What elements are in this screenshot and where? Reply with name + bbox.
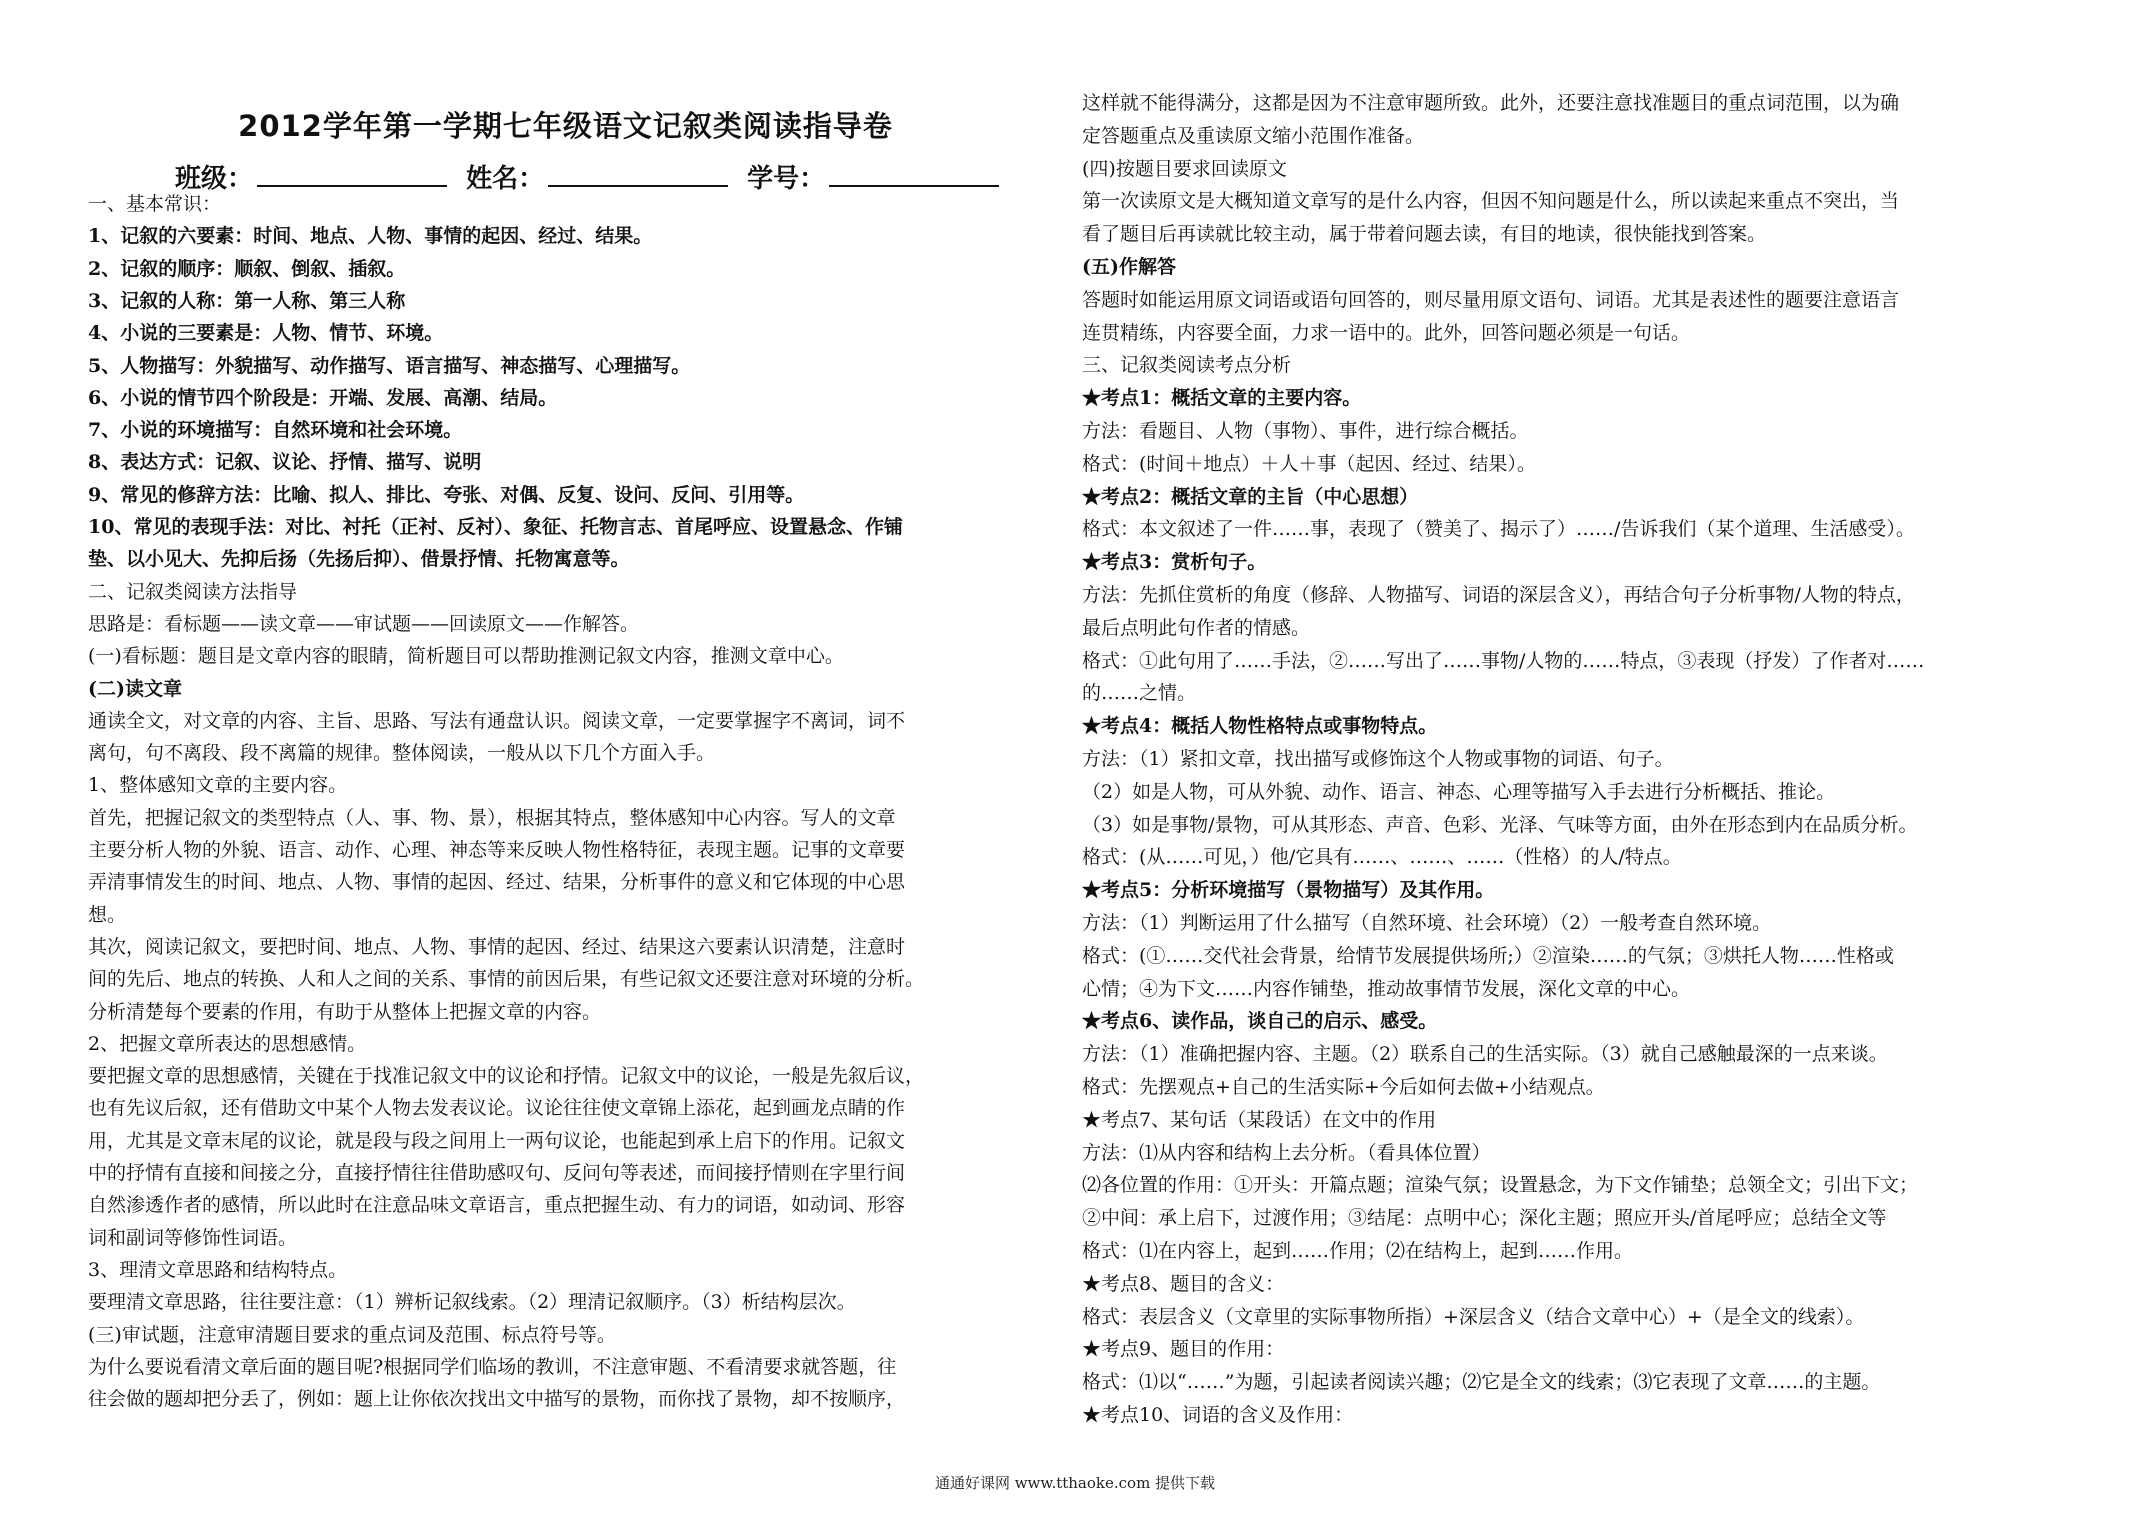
text-line: 格式：(①……交代社会背景，给情节发展提供场所;）②渲染……的气氛；③烘托人物……性格或	[1082, 944, 1894, 967]
text-line: 格式：⑴在内容上，起到……作用；⑵在结构上，起到……作用。	[1082, 1240, 1634, 1262]
text-line: 格式：(从……可见，）他/它具有……、……、……（性格）的人/特点。	[1082, 846, 1682, 869]
text-line: 自然渗透作者的感情，所以此时在注意品味文章语言，重点把握生动、有力的词语，如动词、形容	[88, 1194, 906, 1217]
text-line: 间的先后、地点的转换、人和人之间的关系、事情的前因后果，有些记叙文还要注意对环境的分析。	[88, 968, 925, 991]
text-line: 也有先议后叙，还有借助文中某个人物去发表议论。议论往往使文章锦上添花，起到画龙点睛的作	[88, 1097, 906, 1120]
text-line: 2、记叙的顺序：顺叙、倒叙、插叙。	[88, 257, 406, 280]
id-blank[interactable]	[829, 161, 999, 187]
text-line: 要理清文章思路，往往要注意：（1）辨析记叙线索。（2）理清记叙顺序。（3）析结构层次。	[88, 1291, 856, 1314]
text-line: 思路是：看标题——读文章——审试题——回读原文——作解答。	[88, 612, 640, 635]
text-line: 格式：表层含义（文章里的实际事物所指）+深层含义（结合文章中心）+（是全文的线索）。	[1082, 1305, 1865, 1328]
text-line: 格式：①此句用了……手法，②……写出了……事物/人物的……特点，③表现（抒发）了作者对……	[1082, 649, 1925, 672]
text-line: 7、小说的环境描写：自然环境和社会环境。	[88, 419, 463, 442]
text-line: 答题时如能运用原文词语或语句回答的，则尽量用原文语句、词语。尤其是表述性的题要注意语言	[1082, 288, 1900, 311]
text-line: 格式：先摆观点+自己的生活实际+今后如何去做+小结观点。	[1082, 1076, 1605, 1098]
student-info-fields	[175, 158, 1009, 195]
footer-source: 通通好课网 www.tthaoke.com 提供下载	[934, 1474, 1216, 1492]
text-line: 首先，把握记叙文的类型特点（人、事、物、景），根据其特点，整体感知中心内容。写人的文章	[88, 806, 896, 829]
text-line: (三)审试题，注意审清题目要求的重点词及范围、标点符号等。	[88, 1323, 616, 1346]
text-line: 词和副词等修饰性词语。	[88, 1226, 298, 1249]
document-title: 2012学年第一学期七年级语文记叙类阅读指导卷	[238, 109, 893, 143]
text-line: 二、记叙类阅读方法指导	[88, 580, 298, 603]
text-line: 方法：（1）准确把握内容、主题。（2）联系自己的生活实际。（3）就自己感触最深的一点来谈。	[1082, 1043, 1888, 1066]
text-line: 垫、以小见大、先抑后扬（先扬后抑）、借景抒情、托物寓意等。	[88, 548, 630, 571]
text-line: 方法：看题目、人物（事物）、事件，进行综合概括。	[1082, 420, 1529, 442]
text-line: 方法：（1）判断运用了什么描写（自然环境、社会环境）（2）一般考查自然环境。	[1082, 912, 1772, 934]
text-line: 中的抒情有直接和间接之分，直接抒情往往借助感叹句、反问句等表述，而间接抒情则在字里行间	[88, 1162, 906, 1184]
text-line: 8、表达方式：记叙、议论、抒情、描写、说明	[88, 451, 482, 474]
text-line: 为什么要说看清文章后面的题目呢?根据同学们临场的教训，不注意审题、不看清要求就答题，往	[88, 1355, 897, 1378]
text-line: ★考点5：分析环境描写（景物描写）及其作用。	[1082, 879, 1495, 902]
text-line: 格式：(时间＋地点）＋人＋事（起因、经过、结果）。	[1082, 452, 1536, 475]
text-line: 这样就不能得满分，这都是因为不注意审题所致。此外，还要注意找准题目的重点词范围，以为确	[1082, 92, 1900, 114]
text-line: 其次，阅读记叙文，要把时间、地点、人物、事情的起因、经过、结果这六要素认识清楚，注意时	[88, 935, 906, 958]
text-line: ★考点3：赏析句子。	[1082, 551, 1267, 574]
text-line: 用，尤其是文章末尾的议论，就是段与段之间用上一两句议论，也能起到承上启下的作用。记叙文	[88, 1129, 906, 1152]
text-line: ★考点1：概括文章的主要内容。	[1082, 387, 1362, 410]
text-line: ★考点2：概括文章的主旨（中心思想）	[1082, 485, 1419, 508]
class-blank[interactable]	[257, 161, 447, 187]
text-line: ★考点7、某句话（某段话）在文中的作用	[1082, 1108, 1437, 1131]
text-line: ★考点9、题目的作用：	[1082, 1338, 1285, 1361]
text-line: ⑵各位置的作用：①开头：开篇点题；渲染气氛；设置悬念，为下文作铺垫；总领全文；引出下文；	[1082, 1174, 1919, 1197]
text-line: 10、常见的表现手法：对比、衬托（正衬、反衬）、象征、托物言志、首尾呼应、设置悬念、作铺	[88, 516, 903, 538]
text-line: 1、整体感知文章的主要内容。	[88, 774, 348, 797]
text-line: 心情；④为下文……内容作铺垫，推动故事情节发展，深化文章的中心。	[1082, 977, 1691, 1000]
text-line: (二)读文章	[88, 677, 182, 700]
text-line: 方法：先抓住赏析的角度（修辞、人物描写、词语的深层含义），再结合句子分析事物/人物的特点，	[1082, 584, 1915, 606]
text-line: 定答题重点及重读原文缩小范围作准备。	[1082, 124, 1425, 147]
text-line: 3、记叙的人称：第一人称、第三人称	[88, 289, 406, 312]
text-line: ★考点10、词语的含义及作用：	[1082, 1404, 1354, 1426]
text-line: 看了题目后再读就比较主动，属于带着问题去读，有目的地读，很快能找到答案。	[1082, 223, 1767, 246]
text-line: 的……之情。	[1082, 682, 1197, 705]
text-line: 分析清楚每个要素的作用，有助于从整体上把握文章的内容。	[88, 1000, 602, 1023]
text-line: ②中间：承上启下，过渡作用；③结尾：点明中心；深化主题；照应开头/首尾呼应；总结全文等	[1082, 1207, 1887, 1230]
text-line: 三、记叙类阅读考点分析	[1082, 354, 1292, 377]
text-line: 3、理清文章思路和结构特点。	[88, 1258, 348, 1281]
text-line: (五)作解答	[1082, 256, 1176, 278]
text-line: 一、基本常识：	[88, 193, 222, 215]
text-line: （2）如是人物，可从外貌、动作、语言、神态、心理等描写入手去进行分析概括、推论。	[1082, 780, 1836, 803]
text-line: 要把握文章的思想感情，关键在于找准记叙文中的议论和抒情。记叙文中的议论，一般是先叙后议，	[88, 1065, 925, 1088]
id-label: 学号：	[747, 164, 826, 194]
text-line: 主要分析人物的外貌、语言、动作、心理、神态等来反映人物性格特征，表现主题。记事的文章要	[88, 839, 906, 861]
text-line: 2、把握文章所表达的思想感情。	[88, 1032, 367, 1055]
text-line: (四)按题目要求回读原文	[1082, 157, 1287, 180]
name-blank[interactable]	[548, 161, 728, 187]
text-line: 最后点明此句作者的情感。	[1082, 616, 1311, 639]
text-line: 离句，句不离段、段不离篇的规律。整体阅读，一般从以下几个方面入手。	[88, 742, 716, 765]
text-line: 5、人物描写：外貌描写、动作描写、语言描写、神态描写、心理描写。	[88, 354, 691, 377]
text-line: 格式：本文叙述了一件……事，表现了（赞美了、揭示了）……/告诉我们（某个道理、生活感受）。	[1082, 518, 1915, 541]
text-line: 1、记叙的六要素：时间、地点、人物、事情的起因、经过、结果。	[88, 225, 653, 248]
text-line: 想。	[88, 903, 127, 926]
text-line: （3）如是事物/景物，可从其形态、声音、色彩、光泽、气味等方面，由外在形态到内在品质分析。	[1082, 813, 1918, 836]
text-line: 通读全文，对文章的内容、主旨、思路、写法有通盘认识。阅读文章，一定要掌握字不离词，词不	[88, 709, 906, 732]
name-label: 姓名：	[466, 164, 545, 194]
text-line: 方法：（1）紧扣文章，找出描写或修饰这个人物或事物的词语、句子。	[1082, 748, 1674, 770]
text-line: ★考点6、读作品，谈自己的启示、感受。	[1082, 1010, 1438, 1033]
text-line: ★考点4：概括人物性格特点或事物特点。	[1082, 715, 1438, 738]
text-line: 往会做的题却把分丢了，例如：题上让你依次找出文中描写的景物，而你找了景物，却不按顺序，	[88, 1388, 906, 1411]
text-line: (一)看标题：题目是文章内容的眼睛，简析题目可以帮助推测记叙文内容，推测文章中心。	[88, 645, 844, 668]
text-line: 格式：⑴以“……”为题，引起读者阅读兴趣；⑵它是全文的线索；⑶它表现了文章……的主题。	[1082, 1371, 1881, 1394]
text-line: 第一次读原文是大概知道文章写的是什么内容，但因不知问题是什么，所以读起来重点不突出，当	[1082, 190, 1900, 213]
text-line: 弄清事情发生的时间、地点、人物、事情的起因、经过、结果，分析事件的意义和它体现的中心思	[88, 871, 906, 894]
text-line: 连贯精练，内容要全面，力求一语中的。此外，回答问题必须是一句话。	[1082, 321, 1691, 344]
text-line: 4、小说的三要素是：人物、情节、环境。	[88, 322, 444, 345]
text-line: 9、常见的修辞方法：比喻、拟人、排比、夸张、对偶、反复、设问、反问、引用等。	[88, 483, 805, 506]
text-line: 方法：⑴从内容和结构上去分析。（看具体位置）	[1082, 1141, 1491, 1164]
text-line: ★考点8、题目的含义：	[1082, 1272, 1285, 1295]
text-line: 6、小说的情节四个阶段是：开端、发展、高潮、结局。	[88, 386, 558, 409]
class-label: 班级：	[175, 164, 254, 194]
